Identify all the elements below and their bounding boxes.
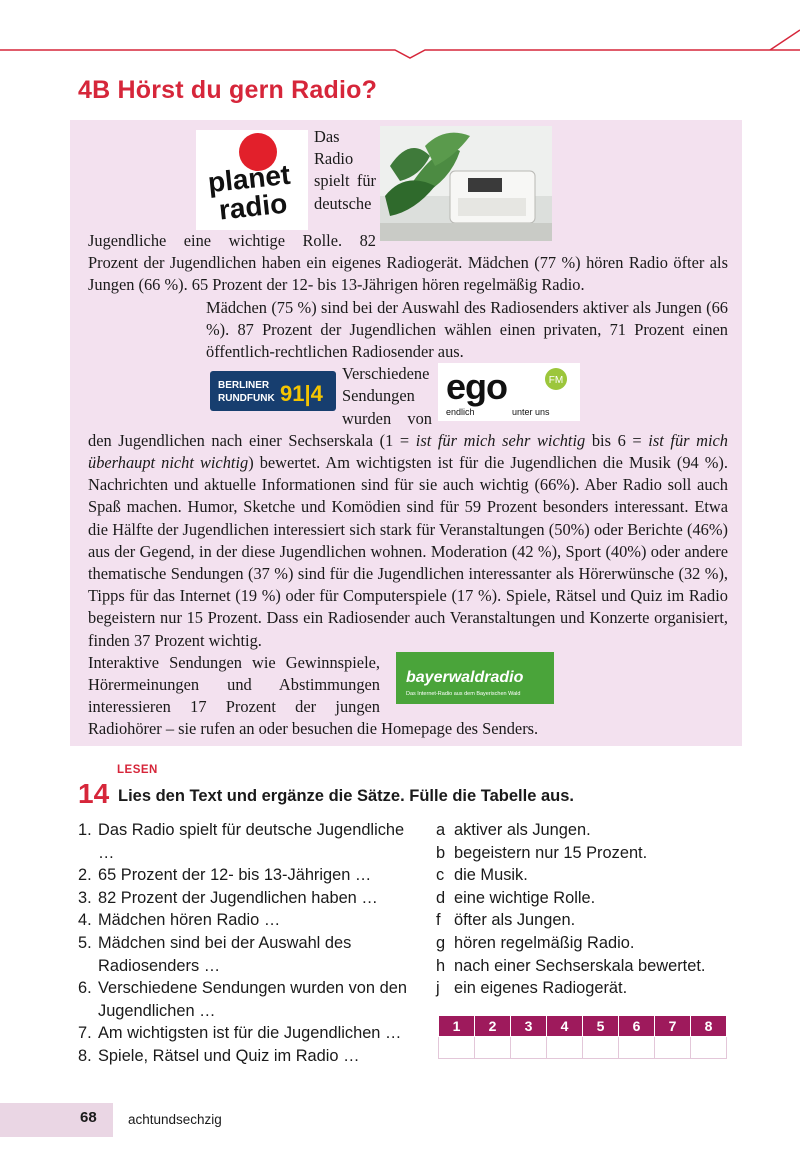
answer-cell[interactable] xyxy=(511,1037,547,1059)
article-paragraph-1a: Das Radio spielt für deutsche Jugendliche eine wichtige Rolle. 82 Prozent der Jugendlichen haben ein eigenes Radiogerät. Mädchen (77 %) hören Radio öfter als Jungen (66 %). 65 Prozent der 12- bis 13-Jährigen hören regelmäßig Radio. xyxy=(88,127,728,295)
article-p2-scale-1: ist für mich sehr wichtig xyxy=(415,430,586,450)
item-letter: g xyxy=(436,933,446,952)
item-text: Mädchen sind bei der Auswahl des Radiosenders … xyxy=(98,933,352,975)
planet-logo-text-2: radio xyxy=(217,187,289,226)
answer-table xyxy=(438,1015,727,1059)
page-number: 68 xyxy=(80,1109,97,1126)
item-letter: h xyxy=(436,956,446,975)
item-text: 82 Prozent der Jugendlichen haben … xyxy=(98,888,378,907)
item-text: Mädchen hören Radio … xyxy=(98,911,281,930)
bayerwaldradio-logo xyxy=(396,652,554,704)
bayer-logo-text: bayerwaldradio xyxy=(406,668,524,686)
article-paragraph-3: Interaktive Sendungen wie Gewinnspiele, Hörermeinungen und Abstimmungen interessieren 17 Prozent der jungen Radiohörer – sie rufen an oder besuchen die Homepage des Senders. xyxy=(88,652,539,739)
answer-cell[interactable] xyxy=(439,1037,475,1059)
berliner-rundfunk-logo xyxy=(210,371,336,411)
item-number: 6. xyxy=(78,979,92,998)
list-item xyxy=(436,977,756,1000)
answer-cell[interactable] xyxy=(583,1037,619,1059)
ego-logo-text: ego xyxy=(446,366,508,408)
article-text xyxy=(88,126,728,741)
list-item xyxy=(78,819,423,864)
item-number: 7. xyxy=(78,1024,92,1043)
item-text: eine wichtige Rolle. xyxy=(454,888,596,907)
ego-fm-text: FM xyxy=(548,375,564,387)
table-header-cell: 4 xyxy=(547,1016,583,1037)
item-number: 8. xyxy=(78,1046,92,1065)
article-paragraph-2 xyxy=(88,363,728,652)
radio-photo xyxy=(380,126,552,241)
section-label: LESEN xyxy=(117,764,158,776)
item-number: 3. xyxy=(78,888,92,907)
top-decorative-line xyxy=(0,0,800,60)
article-p2-scale-6: ist für mich überhaupt nicht wichtig xyxy=(88,430,729,473)
item-text: aktiver als Jungen. xyxy=(454,821,591,839)
table-header-cell: 3 xyxy=(511,1016,547,1037)
list-item xyxy=(78,864,423,887)
table-header-cell: 6 xyxy=(619,1016,655,1037)
item-text: Das Radio spielt für deutsche Jugendliche … xyxy=(98,821,405,862)
item-number: 1. xyxy=(78,821,92,839)
item-letter: a xyxy=(436,821,446,839)
list-item xyxy=(436,909,756,932)
table-header-cell: 2 xyxy=(475,1016,511,1037)
list-item xyxy=(436,842,756,865)
list-item xyxy=(436,887,756,910)
item-text: begeistern nur 15 Prozent. xyxy=(454,843,648,862)
item-text: ein eigenes Radiogerät. xyxy=(454,979,628,998)
ego-tagline-right: unter uns xyxy=(512,407,550,418)
exercise-instruction: Lies den Text und ergänze die Sätze. Fülle die Tabelle aus. xyxy=(118,787,575,805)
answer-cell[interactable] xyxy=(547,1037,583,1059)
item-text: nach einer Sechserskala bewertet. xyxy=(454,956,706,975)
item-number: 2. xyxy=(78,866,92,885)
table-header-cell: 5 xyxy=(583,1016,619,1037)
item-number: 4. xyxy=(78,911,92,930)
answer-cell[interactable] xyxy=(475,1037,511,1059)
list-item xyxy=(78,977,423,1022)
list-item xyxy=(78,932,423,977)
article-p2-part-b: bis 6 = xyxy=(585,430,649,450)
item-letter: c xyxy=(436,866,445,885)
sentence-endings-list xyxy=(436,819,756,1000)
article-p2-part-a: Verschiedene Sendungen wurden von den Jugendlichen nach einer Sechserskala (1 = xyxy=(88,364,432,450)
exercise-number: 14 xyxy=(78,778,110,809)
answer-cell[interactable] xyxy=(619,1037,655,1059)
item-text: Verschiedene Sendungen wurden von den Jugendlichen … xyxy=(98,979,407,1020)
list-item xyxy=(78,1045,423,1068)
list-item xyxy=(78,909,423,932)
berliner-logo-text-2: RUNDFUNK xyxy=(218,393,275,405)
item-letter: d xyxy=(436,888,446,907)
list-item xyxy=(78,1022,423,1045)
bayer-logo-sub: Das Internet-Radio aus dem Bayerischen Wald xyxy=(406,690,521,697)
item-letter: b xyxy=(436,843,446,862)
article-paragraph-1b: Mädchen (75 %) sind bei der Auswahl des Radiosenders aktiver als Jungen (66 %). 87 Prozent der Jugendlichen wählen einen privaten, 71 Prozent einen öffentlich-rechtlichen Radiosender aus. xyxy=(206,297,728,362)
table-header-cell: 1 xyxy=(439,1016,475,1037)
berliner-logo-freq: 91|4 xyxy=(280,381,323,407)
ego-tagline-left: endlich xyxy=(446,407,475,418)
table-header-cell: 7 xyxy=(655,1016,691,1037)
page-number-word: achtundsechzig xyxy=(128,1112,222,1127)
sentence-starts-list xyxy=(78,819,423,1068)
answer-cell[interactable] xyxy=(691,1037,727,1059)
list-item xyxy=(78,887,423,910)
planet-logo-text-1: planet xyxy=(206,158,292,199)
article-p2-part-c: ) bewertet. Am wichtigsten ist für die Jugendlichen die Musik (94 %). Nachrichten und aktuelle Informationen sind für sie auch wichtig (66%). Aber Radio soll auch Spaß machen. Humor, Sketche und Komödien sind für 59 Prozent besonders interessant. Etwa die Hälfte der Jugendlichen interessiert sich stark für Veranstaltungen (50%) oder Berichte (46%) aus der Gegend, in der diese Jugendlichen wohnen. Moderation (42 %), Sport (40%) oder andere thematische Sendungen (37 %) sind für die Jugendlichen interessanter als Hörerwünsche (32 %), Tipps für das Internet (19 %) oder für Computerspiele (17 %). Spiele, Rätsel und Quiz im Radio begeistern nur 15 Prozent. Dass ein Radiosender auch Veranstaltungen und Konzerte organisiert, finden 37 Prozent wichtig. xyxy=(88,453,728,650)
item-text: öfter als Jungen. xyxy=(454,911,576,930)
list-item xyxy=(436,932,756,955)
planet-radio-logo xyxy=(196,130,308,230)
list-item xyxy=(436,819,756,842)
list-item xyxy=(436,955,756,978)
item-letter: f xyxy=(436,911,441,930)
table-header-cell: 8 xyxy=(691,1016,727,1037)
berliner-logo-text-1: BERLINER xyxy=(218,380,270,392)
answer-cell[interactable] xyxy=(655,1037,691,1059)
page-title: 4B Hörst du gern Radio? xyxy=(78,76,378,104)
item-text: 65 Prozent der 12- bis 13-Jährigen … xyxy=(98,866,372,885)
item-text: die Musik. xyxy=(454,866,528,885)
item-text: hören regelmäßig Radio. xyxy=(454,933,635,952)
item-text: Am wichtigsten ist für die Jugendlichen … xyxy=(98,1024,402,1043)
list-item xyxy=(436,864,756,887)
ego-fm-logo xyxy=(438,363,580,421)
item-text: Spiele, Rätsel und Quiz im Radio … xyxy=(98,1046,360,1065)
item-number: 5. xyxy=(78,933,92,952)
item-letter: j xyxy=(436,979,440,998)
